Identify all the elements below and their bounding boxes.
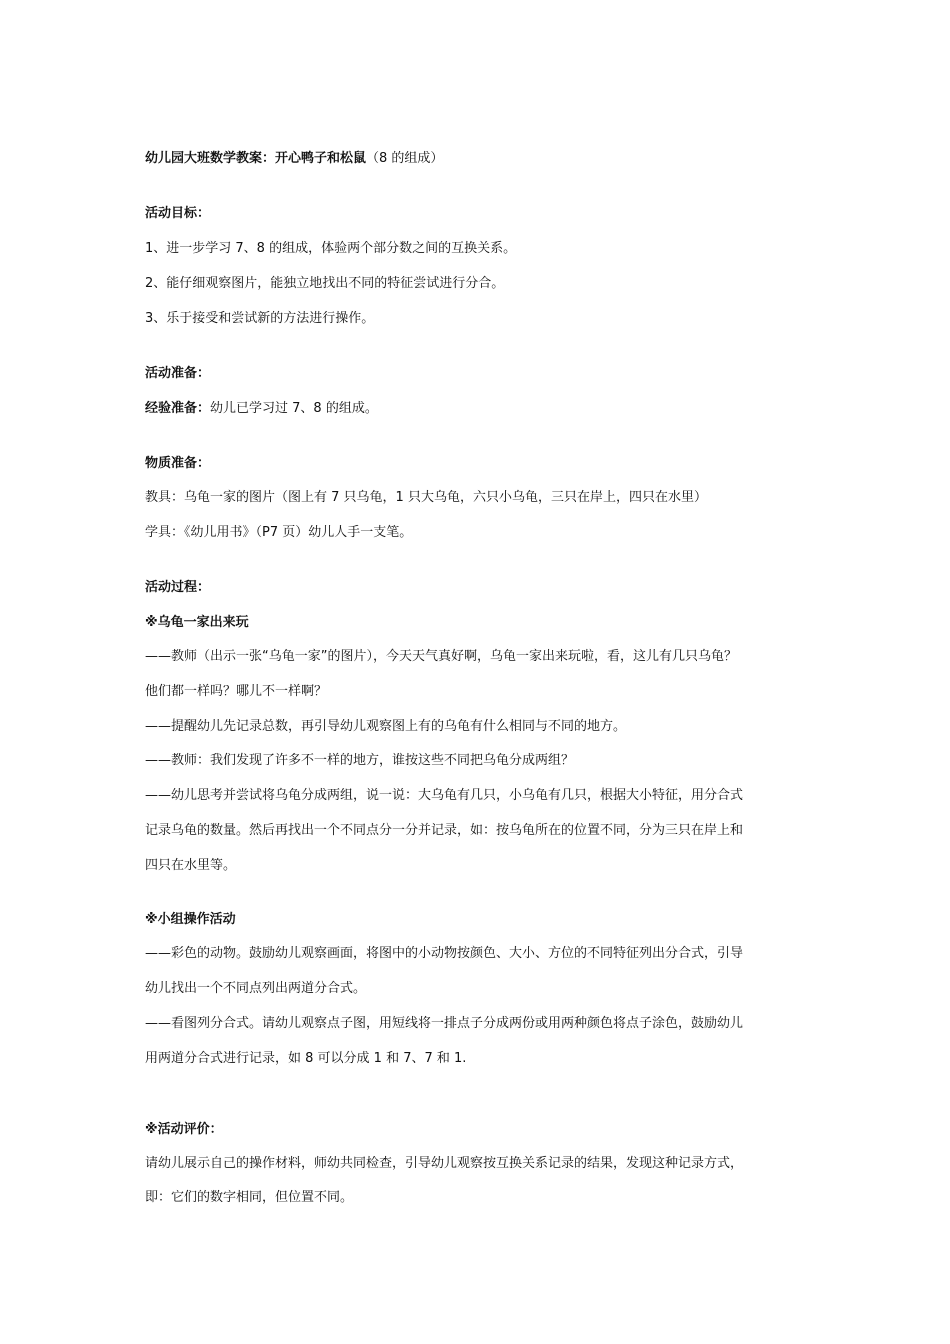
prep-heading: 活动准备： (145, 366, 211, 381)
goal-item-2: 2、能仔细观察图片，能独立地找出不同的特征尝试进行分合。 (145, 276, 505, 291)
section1-line-5: ——幼儿思考并尝试将乌龟分成两组，说一说：大乌龟有几只，小乌龟有几只，根据大小特征，用分合式 (145, 788, 744, 803)
section2-heading: ※小组操作活动 (145, 912, 236, 927)
materials-heading: 物质准备： (145, 456, 211, 471)
section3-line-2: 即：它们的数字相同，但位置不同。 (145, 1190, 354, 1205)
experience-label: 经验准备： (145, 401, 211, 416)
experience-prep (145, 400, 378, 418)
section2-line-4: 用两道分合式进行记录，如 8 可以分成 1 和 7、7 和 1. (145, 1051, 467, 1066)
goals-heading: 活动目标： (145, 206, 211, 221)
title-subtitle: （8 的组成） (366, 151, 444, 166)
materials-student: 学具：《幼儿用书》（P7 页）幼儿人手一支笔。 (145, 525, 413, 540)
section1-line-1: ——教师（出示一张“乌龟一家”的图片），今天天气真好啊，乌龟一家出来玩啦，看，这儿有几只乌龟？ (145, 649, 737, 664)
process-heading: 活动过程： (145, 580, 211, 595)
section1-line-6: 记录乌龟的数量。然后再找出一个不同点分一分并记录，如：按乌龟所在的位置不同，分为三只在岸上和 (145, 823, 744, 838)
section1-line-2: 他们都一样吗？哪儿不一样啊？ (145, 684, 328, 699)
section3-heading: ※活动评价： (145, 1122, 223, 1137)
section2-line-3: ——看图列分合式。请幼儿观察点子图，用短线将一排点子分成两份或用两种颜色将点子涂色，鼓励幼儿 (145, 1016, 744, 1031)
section1-line-7: 四只在水里等。 (145, 858, 237, 873)
title-main: 幼儿园大班数学教案：开心鸭子和松鼠 (145, 151, 367, 166)
goal-item-1: 1、进一步学习 7、8 的组成，体验两个部分数之间的互换关系。 (145, 241, 517, 256)
section1-line-4: ——教师：我们发现了许多不一样的地方，谁按这些不同把乌龟分成两组？ (145, 753, 575, 768)
experience-text: 幼儿已学习过 7、8 的组成。 (210, 401, 378, 416)
materials-teacher: 教具：乌龟一家的图片（图上有 7 只乌龟，1 只大乌龟，六只小乌龟，三只在岸上，四只在水里） (145, 490, 707, 505)
goal-item-3: 3、乐于接受和尝试新的方法进行操作。 (145, 311, 375, 326)
section1-heading: ※乌龟一家出来玩 (145, 615, 249, 630)
document-title (145, 150, 443, 168)
section2-line-1: ——彩色的动物。鼓励幼儿观察画面，将图中的小动物按颜色、大小、方位的不同特征列出分合式，引导 (145, 946, 744, 961)
section3-line-1: 请幼儿展示自己的操作材料，师幼共同检查，引导幼儿观察按互换关系记录的结果，发现这种记录方式， (145, 1156, 744, 1171)
section2-line-2: 幼儿找出一个不同点列出两道分合式。 (145, 981, 367, 996)
section1-line-3: ——提醒幼儿先记录总数，再引导幼儿观察图上有的乌龟有什么相同与不同的地方。 (145, 719, 627, 734)
